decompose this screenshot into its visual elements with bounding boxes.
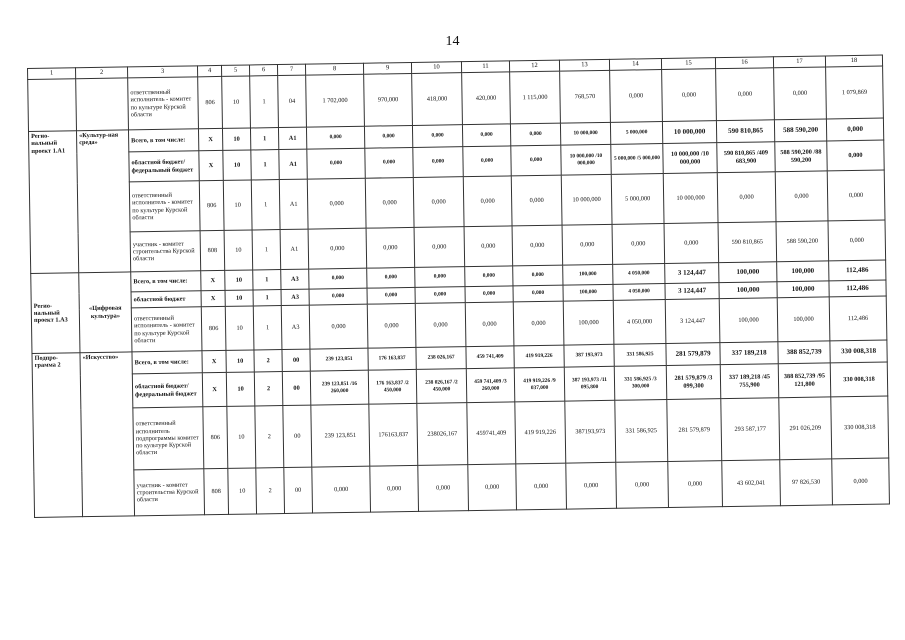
- value-cell: 420,000: [462, 72, 511, 125]
- code-cell: А3: [281, 305, 310, 349]
- executor-cell: ответственный исполнитель подпрограммы комитет по культуре Курской области: [133, 407, 204, 470]
- value-cell: 238 026,167: [416, 347, 466, 370]
- executor-cell: областной бюджет/ федеральный бюджет: [132, 373, 203, 408]
- code-cell: 1: [252, 230, 281, 270]
- code-cell: 1: [253, 306, 282, 350]
- page-number: 14: [445, 34, 460, 49]
- value-cell: 331 586,925: [615, 399, 668, 462]
- header-cell: 1: [28, 68, 76, 80]
- value-cell: 100,000: [563, 300, 614, 345]
- value-cell: 4 050,000: [613, 284, 665, 301]
- value-cell: 10 000,000: [560, 122, 610, 145]
- value-cell: 387 193,973: [564, 344, 614, 367]
- code-cell: X: [202, 350, 226, 372]
- value-cell: 10 000,000: [662, 121, 716, 144]
- code-cell: 10: [222, 128, 250, 150]
- code-cell: X: [202, 372, 227, 406]
- value-cell: 0,000: [827, 140, 884, 171]
- budget-table: [27, 55, 890, 518]
- value-cell: 0,000: [364, 125, 412, 148]
- value-cell: 388 852,739: [778, 341, 830, 364]
- value-cell: 588 590,200: [776, 221, 829, 262]
- value-cell: 0,000: [616, 461, 669, 508]
- executor-cell: ответственный исполнитель - комитет по культуре Курской области: [129, 181, 200, 232]
- value-cell: 97 826,530: [780, 459, 833, 506]
- code-cell: 10: [223, 180, 252, 230]
- value-cell: 0,000: [775, 171, 828, 222]
- value-cell: 0,000: [832, 458, 890, 505]
- value-cell: 5 000,000: [610, 122, 662, 145]
- program-cell: Регио-нальный проект 1.А3: [31, 273, 80, 354]
- code-cell: 2: [254, 350, 282, 372]
- value-cell: 10 000,000 /10 000,000: [561, 144, 611, 175]
- executor-cell: Всего, в том числе:: [128, 129, 198, 152]
- value-cell: 388 852,739 /95 121,800: [778, 363, 831, 398]
- header-cell: 9: [363, 62, 411, 74]
- value-cell: 0,000: [307, 178, 366, 229]
- code-cell: А1: [280, 229, 309, 269]
- value-cell: 238 026,167 /2 450,000: [416, 369, 467, 404]
- header-cell: 8: [305, 63, 363, 75]
- value-cell: 291 026,209: [779, 397, 832, 460]
- value-cell: 5 000,000 /5 000,000: [611, 144, 663, 175]
- value-cell: 0,000: [414, 227, 465, 268]
- value-cell: 10 000,000: [561, 174, 612, 225]
- code-cell: 10: [227, 406, 256, 468]
- code-cell: 10: [224, 230, 253, 270]
- value-cell: 0,000: [415, 303, 466, 348]
- value-cell: 0,000: [512, 225, 563, 266]
- value-cell: 0,000: [464, 226, 513, 267]
- program-cell: [28, 79, 77, 132]
- value-cell: 0,000: [716, 68, 775, 121]
- value-cell: 0,000: [513, 301, 564, 346]
- executor-cell: ответственный исполнитель - комитет по культуре Курской области: [128, 77, 199, 130]
- value-cell: 0,000: [717, 172, 776, 223]
- header-cell: 2: [76, 67, 128, 79]
- code-cell: 2: [255, 406, 284, 468]
- value-cell: 0,000: [413, 177, 464, 228]
- name-cell: «Искусство»: [80, 352, 135, 517]
- code-cell: 1: [250, 128, 278, 150]
- value-cell: 590 810,865 /409 683,900: [717, 142, 775, 173]
- executor-cell: областной бюджет/ федеральный бюджет: [129, 151, 199, 182]
- header-cell: 10: [411, 62, 461, 74]
- value-cell: 4 050,000: [613, 300, 666, 345]
- value-cell: 0,000: [312, 466, 371, 513]
- value-cell: 5 000,000: [611, 174, 664, 225]
- code-cell: 00: [283, 405, 312, 467]
- code-cell: 10: [225, 270, 253, 290]
- value-cell: 239 123,851: [311, 404, 370, 467]
- code-cell: X: [201, 270, 225, 290]
- code-cell: А1: [279, 179, 308, 229]
- value-cell: 0,000: [610, 70, 663, 123]
- value-cell: 43 602,041: [722, 460, 781, 507]
- value-cell: 4 050,000: [613, 264, 665, 285]
- program-cell: Регио-нальный проект 1.А1: [28, 131, 78, 274]
- value-cell: 176163,837: [369, 403, 418, 466]
- value-cell: 0,000: [662, 69, 717, 122]
- code-cell: А3: [281, 289, 309, 305]
- value-cell: 100,000: [719, 262, 777, 283]
- value-cell: 1 702,000: [306, 74, 365, 127]
- value-cell: 0,000: [513, 285, 563, 302]
- value-cell: 459 741,409 /3 260,000: [466, 368, 515, 403]
- value-cell: 0,000: [463, 176, 512, 227]
- program-cell: Подпро-грамма 2: [32, 353, 83, 518]
- name-cell: «Культур-ная среда»: [76, 130, 130, 273]
- code-cell: 806: [201, 306, 226, 350]
- executor-cell: участник - комитет строительства Курской области: [130, 231, 201, 272]
- value-cell: 100,000: [563, 264, 613, 285]
- value-cell: 1 115,000: [510, 71, 561, 124]
- value-cell: 387 193,973 /11 095,800: [564, 366, 615, 401]
- value-cell: 1 079,869: [826, 66, 884, 119]
- code-cell: 10: [225, 306, 254, 350]
- budget-table-sheet: [27, 55, 889, 518]
- value-cell: 10 000,000: [663, 173, 718, 224]
- value-cell: 0,000: [365, 147, 413, 178]
- value-cell: 0,000: [566, 462, 617, 509]
- value-cell: 0,000: [367, 287, 415, 304]
- value-cell: 112,486: [829, 296, 887, 341]
- value-cell: 0,000: [306, 126, 364, 149]
- value-cell: 100,000: [719, 282, 777, 299]
- value-cell: 0,000: [367, 267, 415, 288]
- value-cell: 0,000: [412, 125, 462, 148]
- code-cell: 2: [256, 468, 285, 514]
- header-cell: 14: [609, 59, 661, 71]
- value-cell: 590 810,865: [716, 120, 774, 143]
- header-cell: 11: [461, 61, 509, 73]
- value-cell: 176 163,837: [368, 347, 416, 370]
- header-cell: 17: [773, 56, 825, 68]
- value-cell: 330 008,318: [830, 340, 887, 363]
- value-cell: 0,000: [516, 463, 567, 510]
- value-cell: 10 000,000 /10 000,000: [663, 143, 717, 174]
- value-cell: 331 586,925 /3 300,000: [614, 365, 667, 400]
- code-cell: 00: [282, 371, 311, 405]
- value-cell: 281 579,879: [667, 399, 722, 462]
- code-cell: 1: [250, 76, 279, 128]
- value-cell: 0,000: [664, 223, 719, 264]
- name-cell: [76, 78, 129, 131]
- code-cell: 04: [278, 75, 307, 127]
- value-cell: 0,000: [465, 302, 514, 347]
- value-cell: 0,000: [612, 224, 665, 265]
- value-cell: 330 008,318: [830, 362, 888, 397]
- value-cell: 418,000: [412, 73, 463, 126]
- header-cell: 12: [509, 60, 559, 72]
- value-cell: 590 810,865: [718, 222, 777, 263]
- value-cell: 459 741,409: [466, 346, 514, 369]
- value-cell: 0,000: [513, 265, 563, 286]
- value-cell: 3 124,447: [665, 299, 720, 344]
- value-cell: 0,000: [826, 118, 883, 141]
- value-cell: 100,000: [563, 284, 613, 301]
- value-cell: 0,000: [309, 268, 367, 289]
- value-cell: 100,000: [719, 298, 778, 343]
- code-cell: 00: [284, 467, 313, 513]
- code-cell: 10: [226, 372, 255, 406]
- value-cell: 100,000: [777, 261, 829, 282]
- value-cell: 0,000: [415, 267, 465, 288]
- code-cell: 808: [204, 468, 229, 514]
- header-cell: 13: [559, 59, 609, 71]
- code-cell: 806: [199, 180, 224, 230]
- value-cell: 0,000: [562, 224, 613, 265]
- value-cell: 281 579,879: [666, 343, 720, 366]
- value-cell: 3 124,447: [665, 263, 719, 284]
- value-cell: 419 919,226 /9 037,000: [514, 367, 565, 402]
- executor-cell: Всего, в том числе:: [131, 271, 201, 292]
- code-cell: 00: [282, 349, 310, 371]
- value-cell: 0,000: [468, 464, 517, 511]
- code-cell: 2: [254, 372, 283, 406]
- code-cell: 808: [200, 230, 225, 270]
- executor-cell: участник - комитет строительства Курской области: [134, 469, 205, 516]
- header-cell: 16: [715, 57, 773, 69]
- value-cell: 0,000: [463, 146, 511, 177]
- code-cell: 1: [251, 150, 279, 180]
- header-cell: 7: [277, 64, 305, 75]
- value-cell: 337 189,218: [720, 342, 778, 365]
- code-cell: 10: [223, 150, 251, 180]
- code-cell: 806: [198, 76, 223, 128]
- value-cell: 0,000: [413, 147, 463, 178]
- value-cell: 331 586,925: [614, 343, 666, 366]
- code-cell: 10: [222, 76, 251, 128]
- name-cell: «Цифровая культура»: [79, 272, 132, 353]
- value-cell: 330 008,318: [831, 396, 889, 459]
- value-cell: 0,000: [418, 465, 469, 512]
- value-cell: 419 919,226: [515, 401, 566, 464]
- value-cell: 176 163,837 /2 450,000: [368, 369, 417, 404]
- value-cell: 0,000: [366, 227, 415, 268]
- value-cell: 239 123,851 /16 260,000: [310, 370, 369, 405]
- executor-cell: Всего, в том числе:: [132, 351, 202, 374]
- code-cell: X: [198, 128, 222, 150]
- value-cell: 0,000: [774, 67, 827, 120]
- value-cell: 459741,409: [467, 402, 516, 465]
- value-cell: 238026,167: [417, 403, 468, 466]
- value-cell: 293 587,177: [721, 398, 780, 461]
- header-cell: 15: [661, 58, 715, 70]
- value-cell: 100,000: [777, 297, 830, 342]
- value-cell: 112,486: [829, 260, 886, 281]
- value-cell: 0,000: [510, 123, 560, 146]
- code-cell: 1: [251, 180, 280, 230]
- code-cell: 1: [253, 290, 281, 306]
- value-cell: 100,000: [777, 281, 829, 298]
- value-cell: 0,000: [415, 287, 465, 304]
- code-cell: 10: [225, 290, 253, 306]
- header-cell: 3: [127, 66, 197, 78]
- value-cell: 0,000: [668, 461, 723, 508]
- value-cell: 588 590,200: [774, 119, 826, 142]
- value-cell: 0,000: [465, 266, 513, 287]
- code-cell: 10: [228, 468, 257, 514]
- value-cell: 0,000: [827, 170, 885, 221]
- value-cell: 0,000: [511, 175, 562, 226]
- value-cell: 419 919,226: [514, 345, 564, 368]
- header-cell: 6: [249, 65, 277, 76]
- value-cell: 387193,973: [565, 400, 616, 463]
- value-cell: 0,000: [828, 220, 886, 261]
- code-cell: X: [199, 150, 223, 180]
- executor-cell: областной бюджет: [131, 291, 201, 308]
- header-cell: 18: [825, 55, 882, 67]
- code-cell: А1: [279, 149, 307, 179]
- value-cell: 0,000: [465, 286, 513, 303]
- code-cell: 806: [203, 406, 228, 468]
- code-cell: А3: [281, 269, 309, 289]
- value-cell: 0,000: [511, 145, 561, 176]
- code-cell: X: [201, 290, 225, 306]
- value-cell: 0,000: [309, 288, 367, 305]
- value-cell: 112,486: [829, 280, 886, 297]
- value-cell: 970,000: [364, 73, 413, 126]
- value-cell: 768,570: [560, 70, 611, 123]
- value-cell: 0,000: [308, 228, 367, 269]
- value-cell: 337 189,218 /45 755,900: [720, 364, 779, 399]
- value-cell: 0,000: [307, 148, 365, 179]
- value-cell: 0,000: [365, 177, 414, 228]
- code-cell: А1: [278, 127, 306, 149]
- value-cell: 0,000: [462, 124, 510, 147]
- code-cell: 10: [226, 350, 254, 372]
- value-cell: 3 124,447: [665, 283, 719, 300]
- value-cell: 0,000: [309, 304, 368, 349]
- value-cell: 0,000: [367, 303, 416, 348]
- header-cell: 4: [197, 65, 221, 76]
- value-cell: 281 579,879 /3 099,300: [666, 365, 721, 400]
- header-cell: 5: [221, 65, 249, 76]
- executor-cell: ответственный исполнитель - комитет по культуре Курской области: [131, 307, 202, 352]
- code-cell: 1: [253, 270, 281, 290]
- value-cell: 588 590,200 /88 590,200: [775, 141, 827, 172]
- value-cell: 239 123,851: [310, 348, 368, 371]
- value-cell: 0,000: [370, 465, 419, 512]
